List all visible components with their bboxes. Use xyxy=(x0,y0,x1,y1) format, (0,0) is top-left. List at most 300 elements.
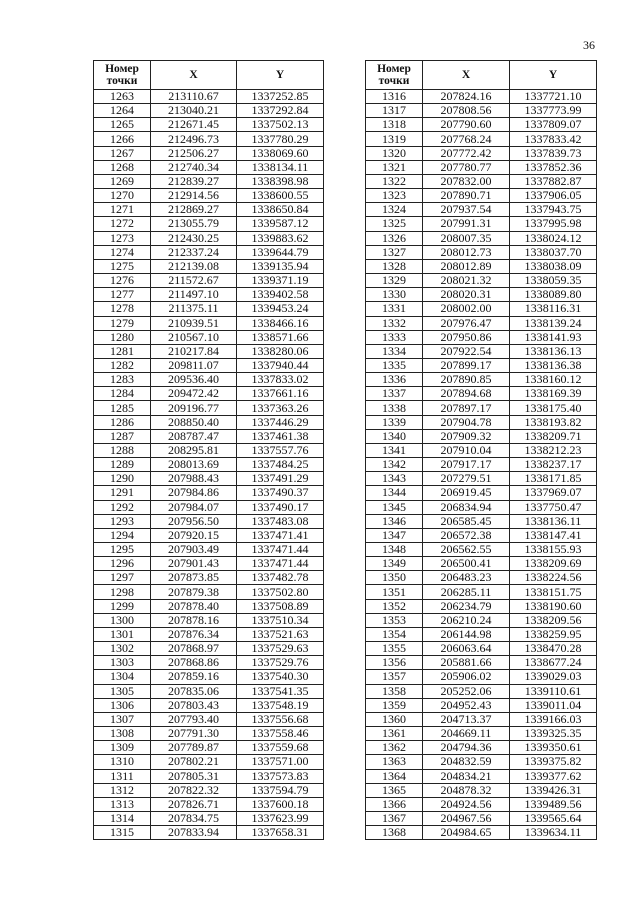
x-coordinate-cell: 208012.89 xyxy=(423,259,510,273)
point-number-cell: 1303 xyxy=(94,656,151,670)
point-number-cell: 1361 xyxy=(366,727,423,741)
table-body xyxy=(366,90,597,840)
x-coordinate-cell: 207805.31 xyxy=(151,769,237,783)
point-number-cell: 1294 xyxy=(94,528,151,542)
table-row xyxy=(366,543,597,557)
table-row xyxy=(366,613,597,627)
x-coordinate-cell: 207803.43 xyxy=(151,698,237,712)
point-number-cell: 1349 xyxy=(366,557,423,571)
table-row xyxy=(94,585,324,599)
y-coordinate-cell: 1338069.60 xyxy=(237,146,324,160)
point-number-cell: 1307 xyxy=(94,712,151,726)
point-number-cell: 1313 xyxy=(94,797,151,811)
point-number-cell: 1298 xyxy=(94,585,151,599)
point-number-cell: 1306 xyxy=(94,698,151,712)
point-number-cell: 1356 xyxy=(366,656,423,670)
table-row xyxy=(94,500,324,514)
table-row xyxy=(94,387,324,401)
point-number-cell: 1308 xyxy=(94,727,151,741)
point-number-cell: 1358 xyxy=(366,684,423,698)
y-coordinate-cell: 1337594.79 xyxy=(237,783,324,797)
x-coordinate-cell: 208021.32 xyxy=(423,274,510,288)
x-coordinate-cell: 210217.84 xyxy=(151,344,237,358)
y-coordinate-cell: 1337852.36 xyxy=(510,160,597,174)
y-coordinate-cell: 1339587.12 xyxy=(237,217,324,231)
x-coordinate-cell: 204952.43 xyxy=(423,698,510,712)
x-coordinate-cell: 209811.07 xyxy=(151,358,237,372)
point-number-cell: 1280 xyxy=(94,330,151,344)
table-row xyxy=(94,627,324,641)
table-row xyxy=(366,429,597,443)
x-coordinate-cell: 206285.11 xyxy=(423,585,510,599)
y-coordinate-cell: 1337559.68 xyxy=(237,741,324,755)
table-row xyxy=(366,741,597,755)
y-coordinate-cell: 1337906.05 xyxy=(510,189,597,203)
x-coordinate-cell: 207984.07 xyxy=(151,500,237,514)
x-coordinate-cell: 207780.77 xyxy=(423,160,510,174)
x-coordinate-cell: 207768.24 xyxy=(423,132,510,146)
x-coordinate-cell: 204924.56 xyxy=(423,797,510,811)
x-header: X xyxy=(423,61,510,90)
point-number-cell: 1350 xyxy=(366,571,423,585)
table-row xyxy=(94,698,324,712)
table-row xyxy=(94,557,324,571)
point-number-cell: 1290 xyxy=(94,472,151,486)
table-row xyxy=(94,684,324,698)
point-number-cell: 1278 xyxy=(94,302,151,316)
point-number-cell: 1265 xyxy=(94,118,151,132)
x-coordinate-cell: 207279.51 xyxy=(423,472,510,486)
x-coordinate-cell: 207834.75 xyxy=(151,811,237,825)
point-number-cell: 1360 xyxy=(366,712,423,726)
y-coordinate-cell: 1337471.44 xyxy=(237,543,324,557)
y-coordinate-cell: 1337600.18 xyxy=(237,797,324,811)
x-coordinate-cell: 207790.60 xyxy=(423,118,510,132)
y-coordinate-cell: 1339371.19 xyxy=(237,274,324,288)
y-coordinate-cell: 1338160.12 xyxy=(510,373,597,387)
table-row xyxy=(94,330,324,344)
y-coordinate-cell: 1337839.73 xyxy=(510,146,597,160)
x-coordinate-cell: 206834.94 xyxy=(423,500,510,514)
point-number-cell: 1310 xyxy=(94,755,151,769)
point-number-cell: 1320 xyxy=(366,146,423,160)
y-coordinate-cell: 1337529.76 xyxy=(237,656,324,670)
table-row xyxy=(366,528,597,542)
y-coordinate-cell: 1338169.39 xyxy=(510,387,597,401)
table-row xyxy=(366,358,597,372)
x-coordinate-cell: 207791.30 xyxy=(151,727,237,741)
page-number: 36 xyxy=(583,38,595,52)
point-number-cell: 1297 xyxy=(94,571,151,585)
y-coordinate-cell: 1337490.37 xyxy=(237,486,324,500)
x-coordinate-cell: 213040.21 xyxy=(151,104,237,118)
table-row xyxy=(366,415,597,429)
point-number-cell: 1311 xyxy=(94,769,151,783)
table-body xyxy=(94,90,324,840)
table-row xyxy=(366,401,597,415)
y-coordinate-cell: 1338571.66 xyxy=(237,330,324,344)
table-row xyxy=(94,741,324,755)
point-number-cell: 1292 xyxy=(94,500,151,514)
point-number-cell: 1363 xyxy=(366,755,423,769)
y-coordinate-cell: 1337558.46 xyxy=(237,727,324,741)
y-coordinate-cell: 1337529.63 xyxy=(237,642,324,656)
table-row xyxy=(366,373,597,387)
table-row xyxy=(366,288,597,302)
x-coordinate-cell: 204713.37 xyxy=(423,712,510,726)
x-coordinate-cell: 212496.73 xyxy=(151,132,237,146)
table-row xyxy=(94,146,324,160)
point-number-cell: 1269 xyxy=(94,174,151,188)
x-coordinate-cell: 206562.55 xyxy=(423,543,510,557)
x-coordinate-cell: 206572.38 xyxy=(423,528,510,542)
coordinates-table-left xyxy=(93,60,324,840)
x-coordinate-cell: 207988.43 xyxy=(151,472,237,486)
table-row xyxy=(94,245,324,259)
y-coordinate-cell: 1339166.03 xyxy=(510,712,597,726)
y-coordinate-cell: 1338259.95 xyxy=(510,627,597,641)
y-coordinate-cell: 1337773.99 xyxy=(510,104,597,118)
point-number-cell: 1309 xyxy=(94,741,151,755)
table-row xyxy=(94,160,324,174)
x-coordinate-cell: 207808.56 xyxy=(423,104,510,118)
coordinates-table-right xyxy=(365,60,597,840)
x-coordinate-cell: 207950.86 xyxy=(423,330,510,344)
point-number-cell: 1345 xyxy=(366,500,423,514)
table-row xyxy=(94,528,324,542)
x-coordinate-cell: 212671.45 xyxy=(151,118,237,132)
x-coordinate-cell: 207833.94 xyxy=(151,826,237,840)
x-coordinate-cell: 207802.21 xyxy=(151,755,237,769)
point-number-cell: 1359 xyxy=(366,698,423,712)
y-coordinate-cell: 1337491.29 xyxy=(237,472,324,486)
x-coordinate-cell: 209472.42 xyxy=(151,387,237,401)
x-coordinate-cell: 211497.10 xyxy=(151,288,237,302)
point-number-cell: 1274 xyxy=(94,245,151,259)
x-coordinate-cell: 212506.27 xyxy=(151,146,237,160)
x-coordinate-cell: 207901.43 xyxy=(151,557,237,571)
y-coordinate-cell: 1337482.78 xyxy=(237,571,324,585)
y-coordinate-cell: 1339489.56 xyxy=(510,797,597,811)
x-coordinate-cell: 207835.06 xyxy=(151,684,237,698)
point-number-cell: 1344 xyxy=(366,486,423,500)
y-coordinate-cell: 1337484.25 xyxy=(237,458,324,472)
y-coordinate-cell: 1337940.44 xyxy=(237,358,324,372)
table-row xyxy=(366,189,597,203)
table-row xyxy=(94,613,324,627)
y-coordinate-cell: 1337833.42 xyxy=(510,132,597,146)
y-coordinate-cell: 1337483.08 xyxy=(237,514,324,528)
point-number-cell: 1341 xyxy=(366,443,423,457)
x-coordinate-cell: 212914.56 xyxy=(151,189,237,203)
y-coordinate-cell: 1338136.11 xyxy=(510,514,597,528)
table-row xyxy=(94,302,324,316)
y-coordinate-cell: 1339883.62 xyxy=(237,231,324,245)
point-number-cell: 1351 xyxy=(366,585,423,599)
table-row xyxy=(366,458,597,472)
table-row xyxy=(366,443,597,457)
table-row xyxy=(366,755,597,769)
table-row xyxy=(366,642,597,656)
point-number-cell: 1366 xyxy=(366,797,423,811)
x-coordinate-cell: 206144.98 xyxy=(423,627,510,641)
y-coordinate-cell: 1338136.13 xyxy=(510,344,597,358)
x-coordinate-cell: 205906.02 xyxy=(423,670,510,684)
y-coordinate-cell: 1339011.04 xyxy=(510,698,597,712)
x-coordinate-cell: 206500.41 xyxy=(423,557,510,571)
x-coordinate-cell: 208850.40 xyxy=(151,415,237,429)
x-coordinate-cell: 207793.40 xyxy=(151,712,237,726)
y-coordinate-cell: 1337573.83 xyxy=(237,769,324,783)
point-number-cell: 1287 xyxy=(94,429,151,443)
point-number-cell: 1305 xyxy=(94,684,151,698)
table-row xyxy=(366,599,597,613)
x-coordinate-cell: 209196.77 xyxy=(151,401,237,415)
table-row xyxy=(366,797,597,811)
table-row xyxy=(366,585,597,599)
table-row xyxy=(94,656,324,670)
x-coordinate-cell: 206483.23 xyxy=(423,571,510,585)
table-header-row xyxy=(366,61,597,90)
table-row xyxy=(94,259,324,273)
y-coordinate-cell: 1338193.82 xyxy=(510,415,597,429)
table-row xyxy=(94,727,324,741)
x-coordinate-cell: 207897.17 xyxy=(423,401,510,415)
table-row xyxy=(366,160,597,174)
table-row xyxy=(94,288,324,302)
y-coordinate-cell: 1338470.28 xyxy=(510,642,597,656)
table-row xyxy=(366,316,597,330)
point-number-cell: 1263 xyxy=(94,90,151,104)
point-number-cell: 1353 xyxy=(366,613,423,627)
point-number-cell: 1277 xyxy=(94,288,151,302)
y-header: Y xyxy=(510,61,597,90)
point-number-cell: 1266 xyxy=(94,132,151,146)
table-row xyxy=(94,670,324,684)
table-row xyxy=(94,203,324,217)
point-number-cell: 1301 xyxy=(94,627,151,641)
y-coordinate-cell: 1337809.07 xyxy=(510,118,597,132)
table-row xyxy=(94,174,324,188)
table-row xyxy=(366,118,597,132)
table-row xyxy=(366,500,597,514)
x-coordinate-cell: 207894.68 xyxy=(423,387,510,401)
table-row xyxy=(366,698,597,712)
point-number-cell: 1283 xyxy=(94,373,151,387)
table-row xyxy=(366,217,597,231)
y-coordinate-cell: 1337446.29 xyxy=(237,415,324,429)
point-number-cell: 1346 xyxy=(366,514,423,528)
x-coordinate-cell: 211572.67 xyxy=(151,274,237,288)
x-coordinate-cell: 204878.32 xyxy=(423,783,510,797)
y-coordinate-cell: 1337721.10 xyxy=(510,90,597,104)
y-coordinate-cell: 1338155.93 xyxy=(510,543,597,557)
table-row xyxy=(94,797,324,811)
x-coordinate-cell: 207879.38 xyxy=(151,585,237,599)
table-row xyxy=(94,189,324,203)
point-number-cell: 1300 xyxy=(94,613,151,627)
y-coordinate-cell: 1337490.17 xyxy=(237,500,324,514)
point-number-cell: 1318 xyxy=(366,118,423,132)
y-coordinate-cell: 1337557.76 xyxy=(237,443,324,457)
y-coordinate-cell: 1337623.99 xyxy=(237,811,324,825)
table-row xyxy=(94,458,324,472)
y-coordinate-cell: 1338224.56 xyxy=(510,571,597,585)
y-coordinate-cell: 1339402.58 xyxy=(237,288,324,302)
y-coordinate-cell: 1339135.94 xyxy=(237,259,324,273)
point-number-cell: 1327 xyxy=(366,245,423,259)
y-coordinate-cell: 1337750.47 xyxy=(510,500,597,514)
y-coordinate-cell: 1339634.11 xyxy=(510,826,597,840)
table-row xyxy=(366,727,597,741)
x-coordinate-cell: 210567.10 xyxy=(151,330,237,344)
table-row xyxy=(94,373,324,387)
y-header: Y xyxy=(237,61,324,90)
y-coordinate-cell: 1337502.80 xyxy=(237,585,324,599)
point-number-cell: 1312 xyxy=(94,783,151,797)
y-coordinate-cell: 1337943.75 xyxy=(510,203,597,217)
x-coordinate-cell: 206919.45 xyxy=(423,486,510,500)
x-coordinate-cell: 213055.79 xyxy=(151,217,237,231)
point-number-cell: 1276 xyxy=(94,274,151,288)
x-coordinate-cell: 207976.47 xyxy=(423,316,510,330)
x-coordinate-cell: 207868.86 xyxy=(151,656,237,670)
x-coordinate-cell: 207824.16 xyxy=(423,90,510,104)
table-row xyxy=(366,231,597,245)
x-coordinate-cell: 207890.71 xyxy=(423,189,510,203)
table-row xyxy=(94,486,324,500)
table-row xyxy=(366,203,597,217)
y-coordinate-cell: 1338190.60 xyxy=(510,599,597,613)
y-coordinate-cell: 1337461.38 xyxy=(237,429,324,443)
point-number-cell: 1285 xyxy=(94,401,151,415)
x-coordinate-cell: 204834.21 xyxy=(423,769,510,783)
table-row xyxy=(366,472,597,486)
x-coordinate-cell: 206210.24 xyxy=(423,613,510,627)
x-coordinate-cell: 208007.35 xyxy=(423,231,510,245)
table-row xyxy=(94,443,324,457)
table-row xyxy=(94,783,324,797)
point-number-cell: 1281 xyxy=(94,344,151,358)
y-coordinate-cell: 1339644.79 xyxy=(237,245,324,259)
x-coordinate-cell: 207904.78 xyxy=(423,415,510,429)
x-coordinate-cell: 209536.40 xyxy=(151,373,237,387)
table-row xyxy=(366,571,597,585)
point-number-cell: 1279 xyxy=(94,316,151,330)
x-coordinate-cell: 211375.11 xyxy=(151,302,237,316)
point-number-cell: 1282 xyxy=(94,358,151,372)
point-number-cell: 1268 xyxy=(94,160,151,174)
y-coordinate-cell: 1338151.75 xyxy=(510,585,597,599)
x-coordinate-cell: 207876.34 xyxy=(151,627,237,641)
table-row xyxy=(366,90,597,104)
table-row xyxy=(94,358,324,372)
y-coordinate-cell: 1339426.31 xyxy=(510,783,597,797)
table-row xyxy=(94,217,324,231)
point-number-header: Номер точки xyxy=(366,61,423,90)
point-number-cell: 1322 xyxy=(366,174,423,188)
point-number-cell: 1329 xyxy=(366,274,423,288)
x-coordinate-cell: 208012.73 xyxy=(423,245,510,259)
y-coordinate-cell: 1337508.89 xyxy=(237,599,324,613)
point-number-cell: 1331 xyxy=(366,302,423,316)
point-number-cell: 1348 xyxy=(366,543,423,557)
x-coordinate-cell: 207772.42 xyxy=(423,146,510,160)
x-coordinate-cell: 207922.54 xyxy=(423,344,510,358)
table-row xyxy=(366,811,597,825)
table-row xyxy=(94,543,324,557)
y-coordinate-cell: 1338209.69 xyxy=(510,557,597,571)
table-row xyxy=(94,274,324,288)
point-number-cell: 1336 xyxy=(366,373,423,387)
table-row xyxy=(94,712,324,726)
y-coordinate-cell: 1337292.84 xyxy=(237,104,324,118)
x-coordinate-cell: 212740.34 xyxy=(151,160,237,174)
y-coordinate-cell: 1337882.87 xyxy=(510,174,597,188)
y-coordinate-cell: 1337571.00 xyxy=(237,755,324,769)
point-number-cell: 1270 xyxy=(94,189,151,203)
y-coordinate-cell: 1338212.23 xyxy=(510,443,597,457)
y-coordinate-cell: 1338466.16 xyxy=(237,316,324,330)
table-row xyxy=(366,274,597,288)
x-coordinate-cell: 212139.08 xyxy=(151,259,237,273)
point-number-cell: 1354 xyxy=(366,627,423,641)
table-row xyxy=(366,656,597,670)
x-coordinate-cell: 213110.67 xyxy=(151,90,237,104)
point-number-cell: 1289 xyxy=(94,458,151,472)
point-number-cell: 1362 xyxy=(366,741,423,755)
x-coordinate-cell: 206585.45 xyxy=(423,514,510,528)
point-number-cell: 1337 xyxy=(366,387,423,401)
y-coordinate-cell: 1338134.11 xyxy=(237,160,324,174)
table-row xyxy=(366,302,597,316)
x-coordinate-cell: 207868.97 xyxy=(151,642,237,656)
y-coordinate-cell: 1339350.61 xyxy=(510,741,597,755)
point-number-cell: 1368 xyxy=(366,826,423,840)
x-coordinate-cell: 205252.06 xyxy=(423,684,510,698)
point-number-cell: 1347 xyxy=(366,528,423,542)
table-row xyxy=(366,387,597,401)
y-coordinate-cell: 1338136.38 xyxy=(510,358,597,372)
y-coordinate-cell: 1337995.98 xyxy=(510,217,597,231)
x-coordinate-cell: 207899.17 xyxy=(423,358,510,372)
x-coordinate-cell: 207832.00 xyxy=(423,174,510,188)
y-coordinate-cell: 1339325.35 xyxy=(510,727,597,741)
y-coordinate-cell: 1338141.93 xyxy=(510,330,597,344)
point-number-cell: 1328 xyxy=(366,259,423,273)
y-coordinate-cell: 1338059.35 xyxy=(510,274,597,288)
table-row xyxy=(366,557,597,571)
y-coordinate-cell: 1337541.35 xyxy=(237,684,324,698)
table-row xyxy=(366,514,597,528)
x-coordinate-cell: 207937.54 xyxy=(423,203,510,217)
x-coordinate-cell: 212839.27 xyxy=(151,174,237,188)
point-number-cell: 1296 xyxy=(94,557,151,571)
table-row xyxy=(94,401,324,415)
table-row xyxy=(366,344,597,358)
point-number-cell: 1355 xyxy=(366,642,423,656)
y-coordinate-cell: 1337661.16 xyxy=(237,387,324,401)
table-row xyxy=(94,90,324,104)
table-row xyxy=(366,146,597,160)
x-coordinate-cell: 207909.32 xyxy=(423,429,510,443)
point-number-cell: 1293 xyxy=(94,514,151,528)
x-coordinate-cell: 204984.65 xyxy=(423,826,510,840)
x-coordinate-cell: 212337.24 xyxy=(151,245,237,259)
y-coordinate-cell: 1337363.26 xyxy=(237,401,324,415)
y-coordinate-cell: 1338171.85 xyxy=(510,472,597,486)
x-coordinate-cell: 207903.49 xyxy=(151,543,237,557)
